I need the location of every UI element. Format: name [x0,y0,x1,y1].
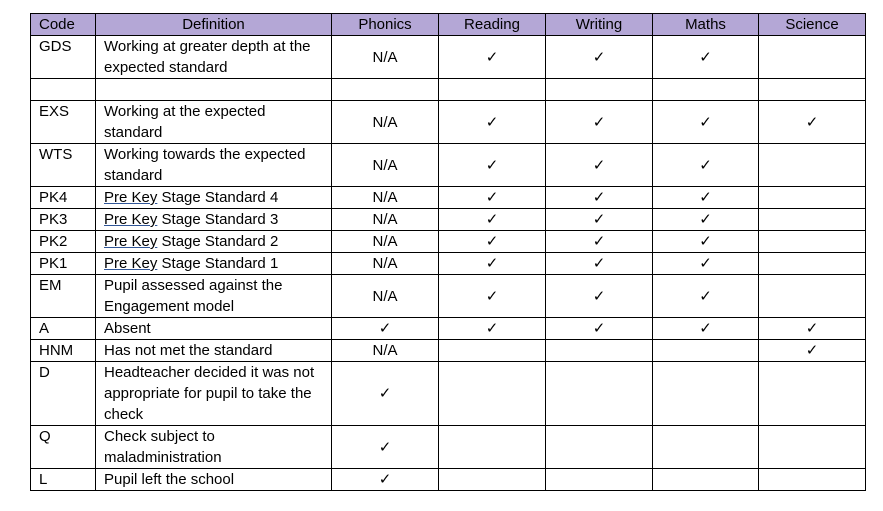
science-cell [759,253,866,275]
row-code: EM [31,275,96,318]
row-definition: Has not met the standard [96,340,332,362]
reading-check-icon: ✓ [439,231,546,253]
table-row [31,144,866,187]
header-definition: Definition [96,14,332,36]
row-code: GDS [31,36,96,79]
table-row [31,362,866,426]
definition-suffix: Stage Standard 2 [157,233,279,250]
writing-cell [546,79,653,101]
science-check-icon: ✓ [759,101,866,144]
definition-prefix: Pre Key [104,211,158,228]
row-code: EXS [31,101,96,144]
writing-check-icon: ✓ [546,101,653,144]
table-row [31,101,866,144]
maths-check-icon: ✓ [653,36,759,79]
reading-cell [439,79,546,101]
phonics-check-icon: ✓ [332,426,439,469]
writing-check-icon: ✓ [546,318,653,340]
writing-check-icon: ✓ [546,253,653,275]
row-code: L [31,469,96,491]
table-row [31,231,866,253]
row-definition: Headteacher decided it was not appropriate for pupil to take the check [96,362,332,426]
header-science: Science [759,14,866,36]
maths-cell [653,362,759,426]
header-row [31,14,866,36]
table-row [31,209,866,231]
phonics-cell [332,79,439,101]
phonics-check-icon: ✓ [332,318,439,340]
row-code: WTS [31,144,96,187]
row-code: PK4 [31,187,96,209]
maths-check-icon: ✓ [653,101,759,144]
maths-check-icon: ✓ [653,209,759,231]
table-row [31,340,866,362]
maths-check-icon: ✓ [653,231,759,253]
table-row [31,275,866,318]
table-row [31,253,866,275]
row-definition: Absent [96,318,332,340]
row-code: PK1 [31,253,96,275]
row-definition: Pupil assessed against the Engagement model [96,275,332,318]
science-check-icon: ✓ [759,340,866,362]
row-definition [96,79,332,101]
reading-cell [439,426,546,469]
table-row [31,426,866,469]
definition-suffix: Stage Standard 4 [157,189,279,206]
phonics-cell: N/A [332,275,439,318]
maths-check-icon: ✓ [653,187,759,209]
definition-suffix: Stage Standard 1 [157,255,279,272]
header-reading: Reading [439,14,546,36]
row-definition [96,187,332,209]
science-cell [759,469,866,491]
maths-cell [653,340,759,362]
row-definition: Check subject to maladministration [96,426,332,469]
science-cell [759,362,866,426]
row-definition [96,231,332,253]
phonics-cell: N/A [332,36,439,79]
maths-cell [653,469,759,491]
header-phonics: Phonics [332,14,439,36]
writing-check-icon: ✓ [546,36,653,79]
definition-suffix: Stage Standard 3 [157,211,279,228]
science-cell [759,36,866,79]
row-definition: Working towards the expected standard [96,144,332,187]
reading-cell [439,362,546,426]
row-definition: Pupil left the school [96,469,332,491]
reading-check-icon: ✓ [439,187,546,209]
table-row [31,318,866,340]
row-code: A [31,318,96,340]
table-row [31,187,866,209]
writing-cell [546,426,653,469]
row-code: PK3 [31,209,96,231]
header-code: Code [31,14,96,36]
assessment-codes-table [30,13,866,491]
definition-prefix: Pre Key [104,189,158,206]
maths-check-icon: ✓ [653,144,759,187]
reading-check-icon: ✓ [439,36,546,79]
phonics-check-icon: ✓ [332,362,439,426]
phonics-cell: N/A [332,340,439,362]
science-cell [759,79,866,101]
maths-check-icon: ✓ [653,275,759,318]
reading-check-icon: ✓ [439,209,546,231]
maths-check-icon: ✓ [653,253,759,275]
reading-check-icon: ✓ [439,275,546,318]
header-writing: Writing [546,14,653,36]
writing-check-icon: ✓ [546,144,653,187]
reading-check-icon: ✓ [439,253,546,275]
writing-check-icon: ✓ [546,209,653,231]
definition-prefix: Pre Key [104,255,158,272]
row-definition [96,209,332,231]
reading-cell [439,469,546,491]
phonics-cell: N/A [332,187,439,209]
row-code: PK2 [31,231,96,253]
maths-cell [653,79,759,101]
table-row [31,36,866,79]
definition-prefix: Pre Key [104,233,158,250]
phonics-cell: N/A [332,101,439,144]
row-code: HNM [31,340,96,362]
maths-check-icon: ✓ [653,318,759,340]
phonics-cell: N/A [332,144,439,187]
phonics-cell: N/A [332,209,439,231]
writing-check-icon: ✓ [546,231,653,253]
table-row-empty [31,79,866,101]
phonics-cell: N/A [332,231,439,253]
phonics-cell: N/A [332,253,439,275]
science-cell [759,187,866,209]
science-check-icon: ✓ [759,318,866,340]
header-maths: Maths [653,14,759,36]
reading-check-icon: ✓ [439,144,546,187]
row-definition: Working at greater depth at the expected standard [96,36,332,79]
table-row [31,469,866,491]
science-cell [759,231,866,253]
row-definition [96,253,332,275]
science-cell [759,426,866,469]
row-code: Q [31,426,96,469]
writing-check-icon: ✓ [546,275,653,318]
science-cell [759,275,866,318]
writing-cell [546,362,653,426]
reading-check-icon: ✓ [439,318,546,340]
row-code: D [31,362,96,426]
maths-cell [653,426,759,469]
row-definition: Working at the expected standard [96,101,332,144]
row-code [31,79,96,101]
science-cell [759,144,866,187]
writing-cell [546,469,653,491]
science-cell [759,209,866,231]
writing-cell [546,340,653,362]
writing-check-icon: ✓ [546,187,653,209]
phonics-check-icon: ✓ [332,469,439,491]
reading-check-icon: ✓ [439,101,546,144]
reading-cell [439,340,546,362]
